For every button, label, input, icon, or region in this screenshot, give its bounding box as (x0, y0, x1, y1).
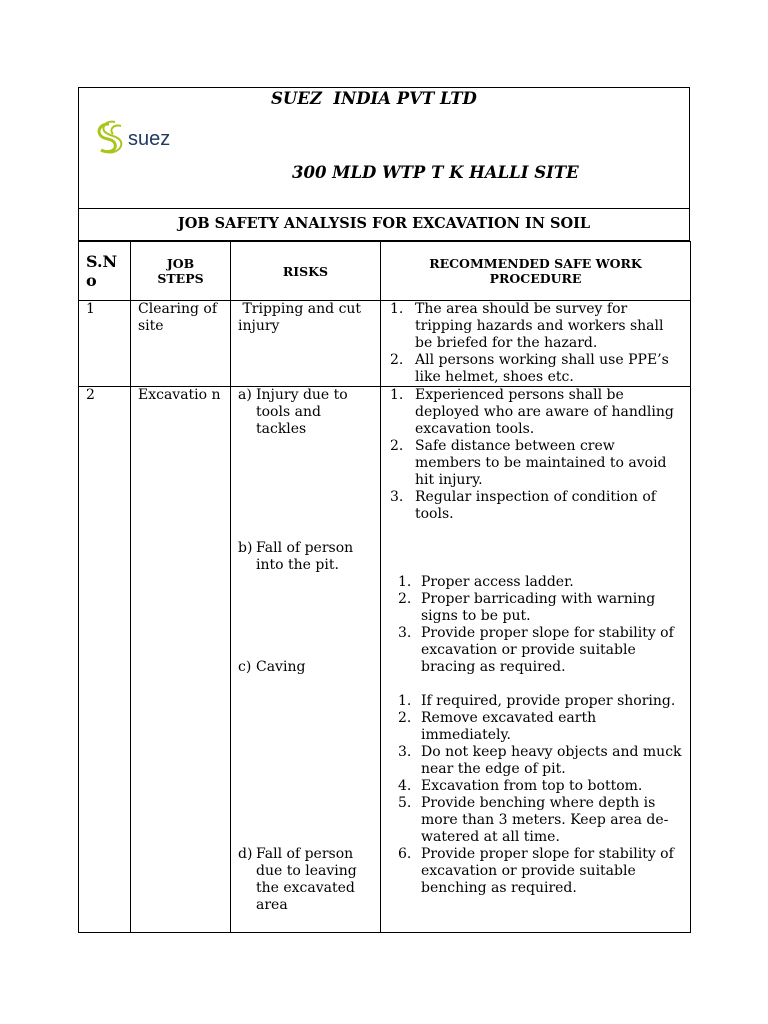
procedure-item: 2. All persons working shall use PPE’s like helmet, shoes etc. (390, 352, 669, 385)
row-risks (231, 387, 381, 933)
table-row (79, 387, 691, 933)
document-title: JOB SAFETY ANALYSIS FOR EXCAVATION IN SOIL (78, 209, 690, 241)
risk-item-d: d) Fall of person due to leaving the excavated area (238, 846, 357, 913)
row-procedure (381, 387, 691, 933)
logo-text: suez (128, 128, 171, 150)
row-procedure (381, 301, 691, 387)
row-step: Excavatio n (131, 387, 231, 933)
site-name: 300 MLD WTP T K HALLI SITE (292, 163, 579, 182)
risk-item-a: a) Injury due to tools and tackles (238, 387, 348, 437)
table-row (79, 301, 691, 387)
jsa-table (78, 241, 691, 933)
row-sno: 2 (79, 387, 131, 933)
risk-item-b: b) Fall of person into the pit. (238, 540, 354, 573)
document (78, 87, 690, 933)
procedure-item: 4. Excavation from top to bottom. (398, 778, 643, 794)
procedure-item: 1. Proper access ladder. (398, 574, 574, 590)
procedure-item: 1. If required, provide proper shoring. (398, 693, 676, 709)
procedure-item: 3. Regular inspection of condition of tools. (390, 489, 656, 522)
document-header (78, 87, 690, 209)
procedure-item: 3. Do not keep heavy objects and muck near the edge of pit. (398, 744, 682, 777)
row-step: Clearing of site (131, 301, 231, 387)
row-sno: 1 (79, 301, 131, 387)
procedure-item: 3. Provide proper slope for stability of excavation or provide suitable bracing as required. (398, 625, 674, 675)
col-header-job-steps: JOB STEPS (131, 242, 231, 301)
risk-item-c: c) Caving (238, 659, 306, 675)
procedure-item: 6. Provide proper slope for stability of excavation or provide suitable benching as required. (398, 846, 674, 896)
col-header-risks: RISKS (231, 242, 381, 301)
suez-logo-icon (95, 118, 185, 156)
procedure-item: 2. Remove excavated earth immediately. (398, 710, 597, 743)
procedure-item: 2. Proper barricading with warning signs to be put. (398, 591, 656, 624)
table-header-row (79, 242, 691, 301)
company-name: SUEZ INDIA PVT LTD (271, 89, 477, 108)
procedure-item: 5. Provide benching where depth is more than 3 meters. Keep area de-watered at all time. (398, 795, 669, 845)
col-header-procedure: RECOMMENDED SAFE WORK PROCEDURE (381, 242, 691, 301)
procedure-item: 1. Experienced persons shall be deployed who are aware of handling excavation tools. (390, 387, 674, 437)
procedure-item: 2. Safe distance between crew members to be maintained to avoid hit injury. (390, 438, 667, 488)
procedure-item: 1. The area should be survey for tripping hazards and workers shall be briefed for the hazard. (390, 301, 664, 351)
col-header-sno: S.N o (79, 242, 131, 301)
row-risk: Tripping and cut injury (231, 301, 381, 387)
